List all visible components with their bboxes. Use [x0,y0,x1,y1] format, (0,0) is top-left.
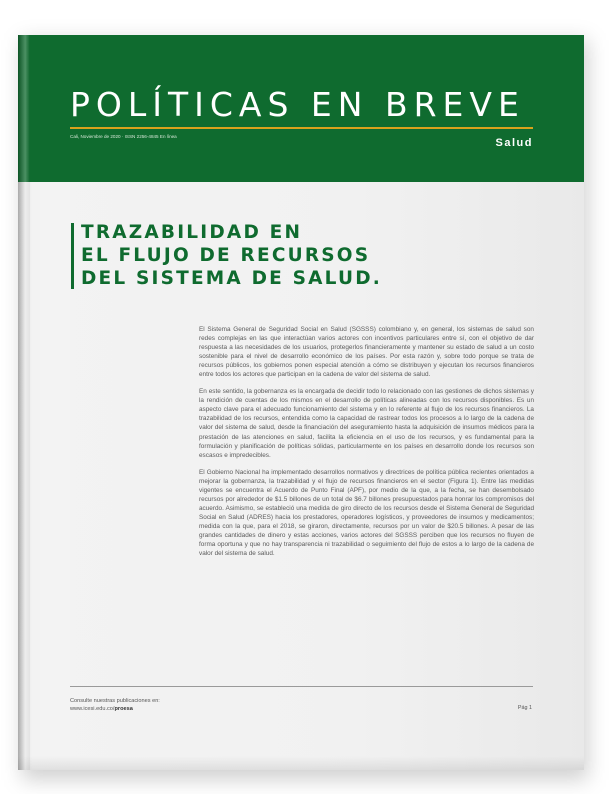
title-line: TRAZABILIDAD EN [81,222,303,243]
footer-url[interactable] [70,705,160,713]
issue-info: Cali, Noviembre de 2020 · ISSN 2256-4845 En línea [70,134,177,139]
section-label: Salud [495,137,533,149]
publication-title: POLÍTICAS EN BREVE [70,85,525,124]
page-number: Pág 1 [517,705,532,711]
body-paragraph: El Sistema General de Seguridad Social en Salud (SGSSS) colombiano y, en general, los sistemas de salud son redes complejas en las que interactúan varios actores con incentivos particulares entre sí, con el objetivo de dar respuesta a las necesidades de los usuarios, protegerlos financieramente y mantener su estado de salud a un costo sostenible para el nivel de desarrollo económico de los países. Por esta razón y, sobre todo porque se trata de recursos públicos, los gobiernos ponen especial atención a cómo se distribuyen y ejecutan los recursos financieros entre todos los actores que participan en la cadena de valor del sistema de salud. [199,326,534,379]
body-text [199,325,534,566]
title-line: EL FLUJO DE RECURSOS [81,245,371,266]
footer-url-bold: proesa [114,706,133,712]
document-page [18,35,584,770]
header-rule [70,127,533,129]
title-line: DEL SISTEMA DE SALUD. [81,268,382,289]
footer-url-prefix: www.icesi.edu.co/ [70,706,115,712]
title-accent-bar [71,223,74,289]
footer-rule [70,686,533,687]
body-paragraph: En este sentido, la gobernanza es la encargada de decidir todo lo relacionado con las gestiones de dichos sistemas y la rendición de cuentas de los mismos en el desarrollo de políticas alineadas con los recursos disponibles. Es un aspecto clave para el adecuado funcionamiento del sistema y en lo referente al flujo de los recursos financieros. La trazabilidad de los recursos, entendida como la capacidad de rastrear todos los procesos a lo largo de la cadena de valor del sistema de salud, desde la financiación del aseguramiento hasta la adquisición de insumos médicos para la prestación de las atenciones en salud, facilita la eficiencia en el uso de los recursos, y es fundamental para la formulación y planificación de políticas sólidas, particularmente en los países en desarrollo donde los recursos son escasos e impredecibles. [199,388,534,459]
body-paragraph: El Gobierno Nacional ha implementado desarrollos normativos y directrices de política pública recientes orientados a mejorar la gobernanza, la trazabilidad y el flujo de recursos financieros en el sector (Figura 1). Entre las medidas vigentes se encuentra el Acuerdo de Punto Final (APF), por medio de la que, a la fecha, se han desembolsado recursos por alrededor de $1.5 billones de un total de $6.7 billones presupuestados para honrar los compromisos del acuerdo. Asimismo, se estableció una medida de giro directo de los recursos desde el Sistema General de Seguridad Social en Salud (ADRES) hacia los prestadores, operadores logísticos, y proveedores de insumos y medicamentos; medida con la que, para el 2018, se giraron, directamente, recursos por un valor de $20.5 billones. A pesar de las grandes cantidades de dinero y estas acciones, varios actores del SGSSS perciben que los recursos no fluyen de forma oportuna y que no hay transparencia ni trazabilidad o seguimiento del flujo de estos a lo largo de la cadena de valor del sistema de salud. [199,468,534,558]
page-bottom-edge [18,756,584,770]
header-band [18,35,584,182]
page-spine [18,35,30,770]
footer-publications [70,697,160,713]
footer-note: Consulte nuestras publicaciones en: [70,698,160,704]
document-title [81,221,382,290]
